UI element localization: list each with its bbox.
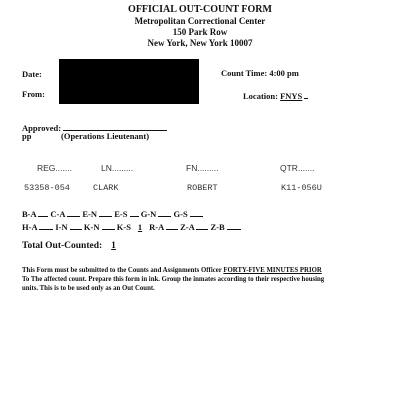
reg-value: 53358-054 [24, 183, 70, 193]
ln-value: CLARK [93, 183, 119, 193]
redaction-block [59, 59, 199, 104]
unit-e-n: E-N [82, 207, 112, 219]
unit-b-a: B-A [22, 207, 48, 219]
location-label: Location: [243, 91, 278, 101]
operations-lieutenant: (Operations Lieutenant) [61, 131, 150, 141]
unit-row-2 [22, 220, 241, 232]
qtr-header: QTR....... [280, 163, 315, 173]
pp-label: pp [22, 131, 32, 141]
unit-row-1 [22, 207, 203, 219]
qtr-value: K11-056U [281, 183, 322, 193]
total-label: Total Out-Counted: [22, 241, 103, 251]
deadline-emphasis: FORTY-FIVE MINUTES PRIOR [223, 267, 322, 274]
unit-h-a: H-A [22, 220, 53, 232]
approved-signature-line [63, 121, 167, 131]
facility-name: Metropolitan Correctional Center [134, 16, 266, 26]
unit-z-a: Z-A [180, 220, 208, 232]
approved-label: Approved: [22, 123, 62, 133]
location-value: FNYS [280, 91, 303, 101]
unit-k-s: K-S 1 [117, 222, 147, 232]
reg-header: REG....... [37, 163, 72, 173]
instructions-line-2: To The affected count. Prepare this form in ink. Group the inmates according to their respective housing [22, 276, 325, 283]
unit-z-b: Z-B [210, 220, 240, 232]
facility-city: New York, New York 10007 [147, 38, 253, 48]
unit-r-a: R-A [149, 220, 178, 232]
fn-value: ROBERT [187, 183, 218, 193]
unit-e-s: E-S [114, 207, 138, 219]
instructions-line-1: This Form must be submitted to the Counts and Assignments Officer FORTY-FIVE MINUTES PRIOR [22, 267, 322, 274]
facility-street: 150 Park Row [172, 27, 228, 37]
date-label: Date: [22, 69, 42, 79]
from-label: From: [22, 89, 45, 99]
unit-g-s: G-S [174, 207, 203, 219]
fn-header: FN......... [186, 163, 219, 173]
instructions-line-3: units. This is to be used only as an Out Count. [22, 285, 155, 292]
unit-c-a: C-A [50, 207, 80, 219]
count-time: Count Time: 4:00 pm [221, 68, 299, 78]
location-field [243, 89, 308, 101]
unit-g-n: G-N [141, 207, 172, 219]
form-title: OFFICIAL OUT-COUNT FORM [128, 4, 272, 15]
unit-k-n: K-N [84, 220, 115, 232]
unit-k-s-value: 1 [137, 222, 143, 232]
unit-i-n: I-N [55, 220, 81, 232]
total-value: 1 [111, 241, 116, 251]
ln-header: LN......... [101, 163, 134, 173]
total-out-counted [22, 241, 123, 251]
